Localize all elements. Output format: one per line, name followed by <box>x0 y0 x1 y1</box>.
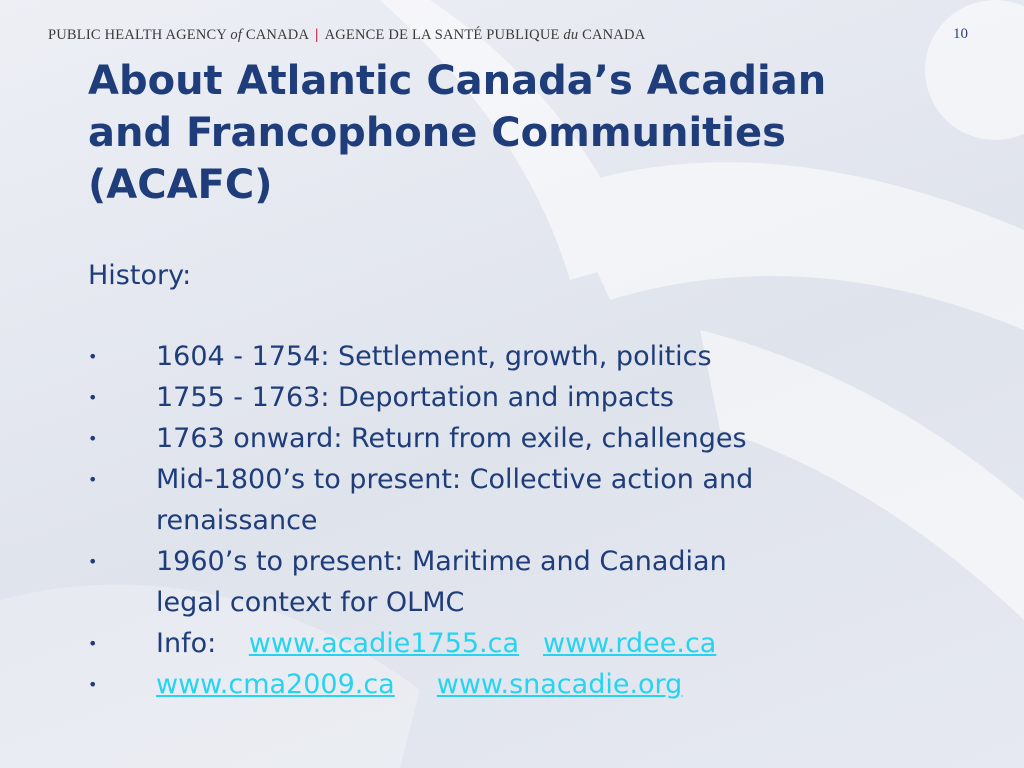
bullet-icon: • <box>88 634 98 653</box>
bullet-text-continuation: legal context for OLMC <box>156 587 465 618</box>
bullet-text: 1604 - 1754: Settlement, growth, politics <box>156 341 712 372</box>
list-item <box>88 336 988 377</box>
bullet-icon: • <box>88 675 98 694</box>
agency-fr-du: du <box>563 27 579 43</box>
title-line: (ACAFC) <box>88 162 273 208</box>
link-snacadie[interactable]: www.snacadie.org <box>436 669 683 700</box>
link-acadie1755[interactable]: www.acadie1755.ca <box>248 628 520 659</box>
title-line: and Francophone Communities <box>88 110 786 156</box>
slide-title <box>88 55 988 211</box>
bullet-text: 1763 onward: Return from exile, challenges <box>156 423 747 454</box>
list-item <box>88 459 988 541</box>
slide-number: 10 <box>953 26 968 42</box>
info-label: Info: <box>156 628 217 659</box>
history-bullet-list <box>88 336 988 705</box>
agency-en-part2: CANADA <box>245 27 309 43</box>
history-subheading: History: <box>88 260 192 291</box>
agency-fr-part1: AGENCE DE LA SANTÉ PUBLIQUE <box>324 27 560 43</box>
agency-en-part1: PUBLIC HEALTH AGENCY <box>48 27 227 43</box>
list-item <box>88 377 988 418</box>
list-item <box>88 418 988 459</box>
list-item <box>88 541 988 623</box>
bullet-text: 1960’s to present: Maritime and Canadian <box>156 546 727 577</box>
link-cma2009[interactable]: www.cma2009.ca <box>156 669 395 700</box>
bullet-text: Mid-1800’s to present: Collective action and <box>156 464 754 495</box>
agency-en-of: of <box>230 27 243 43</box>
agency-fr-part2: CANADA <box>582 27 646 43</box>
bullet-icon: • <box>88 388 98 407</box>
header-separator: | <box>315 27 319 43</box>
list-item-info <box>88 623 988 664</box>
agency-header <box>48 27 645 44</box>
bullet-text: 1755 - 1763: Deportation and impacts <box>156 382 674 413</box>
title-line: About Atlantic Canada’s Acadian <box>88 58 827 104</box>
bullet-text-continuation: renaissance <box>156 505 318 536</box>
bullet-icon: • <box>88 470 98 489</box>
bullet-icon: • <box>88 552 98 571</box>
list-item-links <box>88 664 988 705</box>
link-rdee[interactable]: www.rdee.ca <box>543 628 717 659</box>
bullet-icon: • <box>88 429 98 448</box>
bullet-icon: • <box>88 347 98 366</box>
